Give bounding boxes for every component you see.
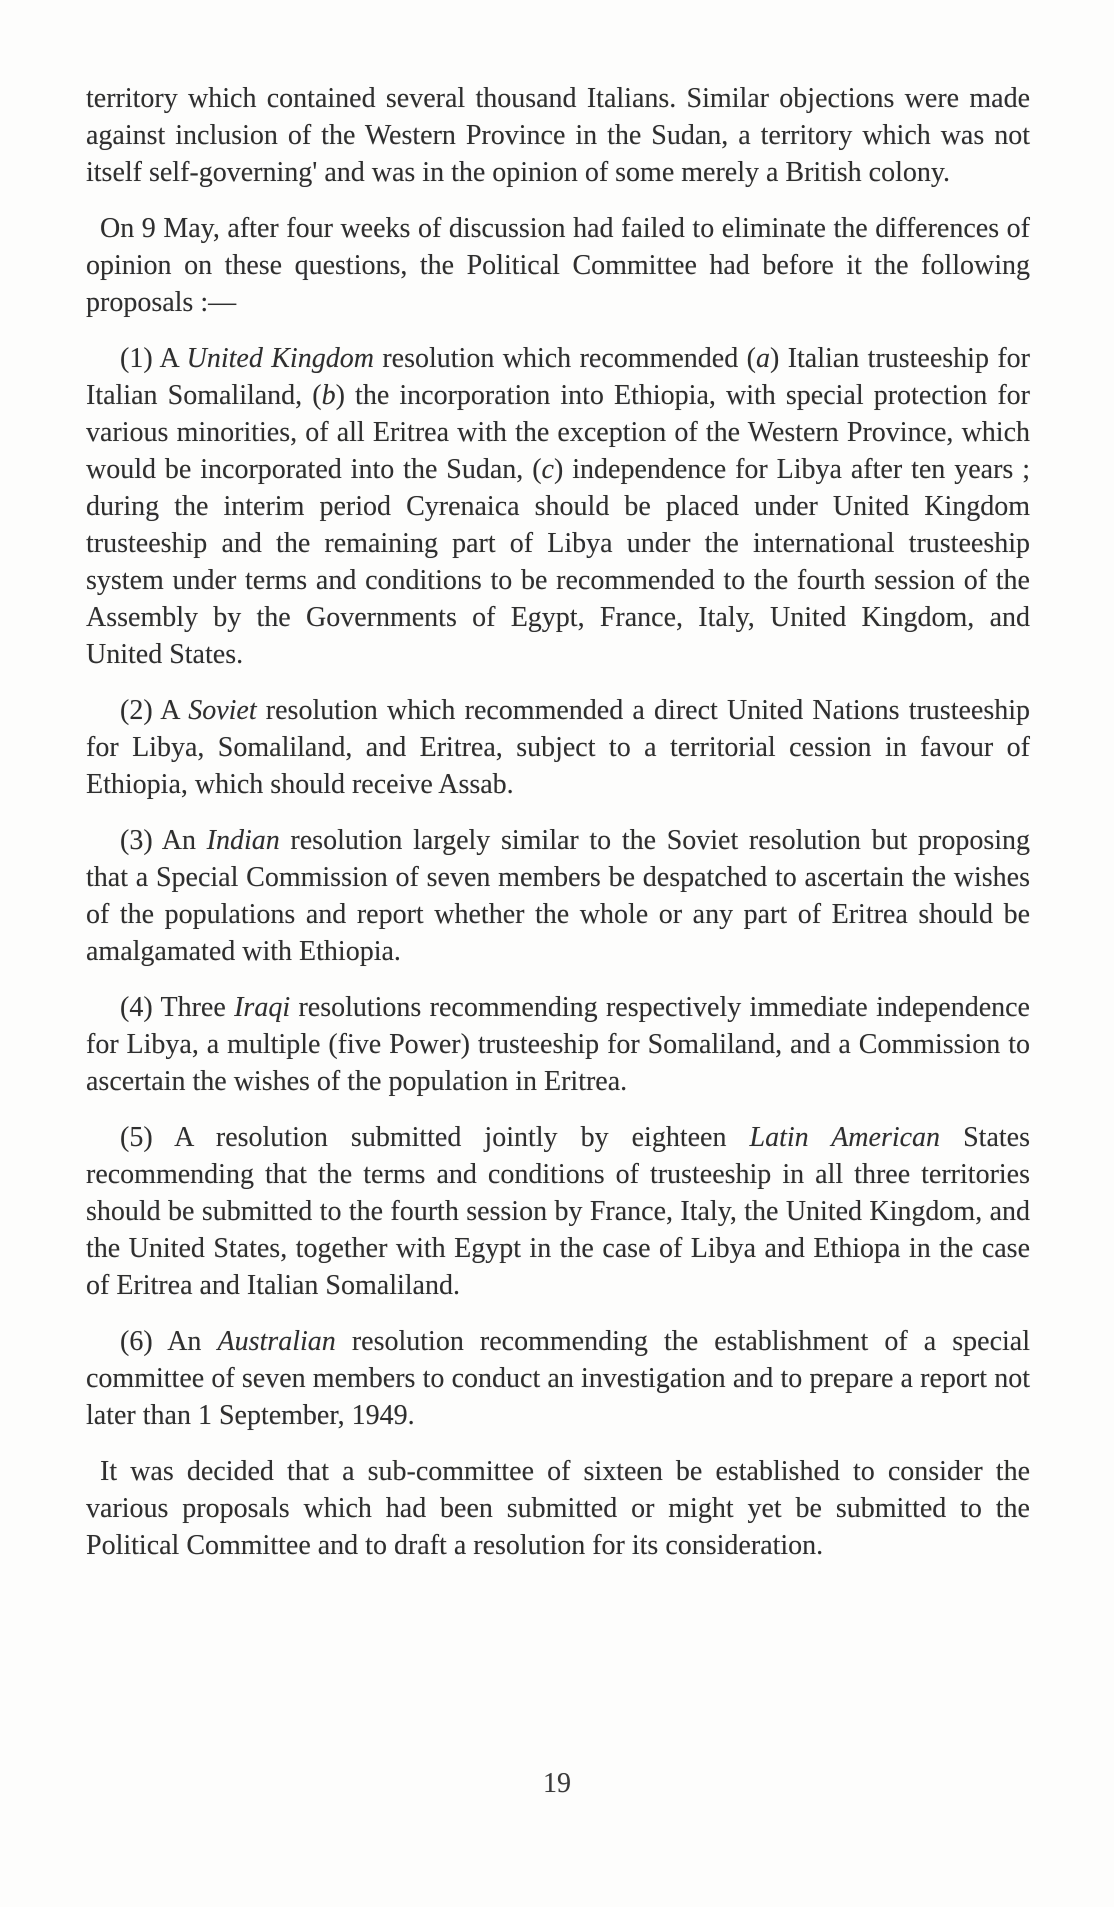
text-run: States recommending that the terms and conditions of trusteeship in all three territories should be submitted to the fourth session by France, Italy, the United Kingdom, and the United States, together with Egypt in the case of Libya and Ethiopa in the case of Eritrea and Italian Somaliland. (86, 1122, 1030, 1301)
proposal-3-indian (86, 822, 1030, 970)
text-run: (6) An (120, 1326, 218, 1357)
text-run: (3) An (120, 825, 207, 856)
text-run: ) Italian trusteeship for Italian Somaliland, ( (86, 343, 1031, 411)
proposal-4-iraqi (86, 989, 1030, 1100)
text-run: resolution recommending the establishment of a special committee of seven members to conduct an investigation and to prepare a report not later than 1 September, 1949. (86, 1326, 1030, 1431)
text-run: ) independence for Libya after ten years ; during the interim period Cyrenaica should be placed under United Kingdom trusteeship and the remaining part of Libya under the international trusteeship system under terms and conditions to be recommended to the fourth session of the Assembly by the Governments of Egypt, France, Italy, United Kingdom, and United States. (86, 454, 1030, 670)
text-run: (4) Three (120, 992, 235, 1023)
italic-text-run: b (321, 380, 336, 411)
page-text-block (86, 80, 1030, 1564)
italic-text-run: a (755, 343, 770, 374)
text-run: (1) A (120, 343, 187, 374)
proposal-6-australian (86, 1323, 1030, 1434)
continuation-paragraph (86, 80, 1030, 191)
italic-text-run: Indian (206, 825, 280, 856)
italic-text-run: Iraqi (234, 992, 291, 1023)
italic-text-run: United Kingdom (186, 343, 374, 374)
text-run: resolution largely similar to the Soviet resolution but proposing that a Special Commission of seven members be despatched to ascertain the wishes of the populations and report whether the whole or any part of Eritrea should be amalgamated with Ethiopia. (86, 825, 1031, 967)
proposal-5-latin-american (86, 1119, 1030, 1304)
text-run: (2) A (120, 695, 189, 726)
proposal-2-soviet (86, 692, 1030, 803)
text-run: On 9 May, after four weeks of discussion had failed to eliminate the differences of opinion on these questions, the Political Committee had before it the following proposals :— (86, 213, 1030, 318)
italic-text-run: Australian (217, 1326, 336, 1357)
text-run: ) the incorporation into Ethiopia, with special protection for various minorities, of all Eritrea with the exception of the Western Province, which would be incorporated into the Sudan, ( (86, 380, 1031, 485)
italic-text-run: Soviet (188, 695, 257, 726)
italic-text-run: Latin American (749, 1122, 941, 1153)
proposal-1-united-kingdom (86, 340, 1030, 673)
page-number: 19 (543, 1768, 571, 1799)
text-run: territory which contained several thousand Italians. Similar objections were made against inclusion of the Western Province in the Sudan, a territory which was not itself self-governing' and was in the opinion of some merely a British colony. (86, 83, 1030, 188)
text-run: It was decided that a sub-committee of sixteen be established to consider the various proposals which had been submitted or might yet be submitted to the Political Committee and to draft a resolution for its consideration. (86, 1456, 1030, 1561)
text-run: resolution which recommended a direct United Nations trusteeship for Libya, Somaliland, and Eritrea, subject to a territorial cession in favour of Ethiopia, which should receive Assab. (86, 695, 1031, 800)
text-run: resolutions recommending respectively immediate independence for Libya, a multiple (five Power) trusteeship for Somaliland, and a Commission to ascertain the wishes of the population in Eritrea. (86, 992, 1030, 1097)
closing-paragraph (86, 1453, 1030, 1564)
intro-paragraph (86, 210, 1030, 321)
italic-text-run: c (541, 454, 554, 485)
text-run: (5) A resolution submitted jointly by eighteen (120, 1122, 750, 1153)
text-run: resolution which recommended ( (373, 343, 756, 374)
